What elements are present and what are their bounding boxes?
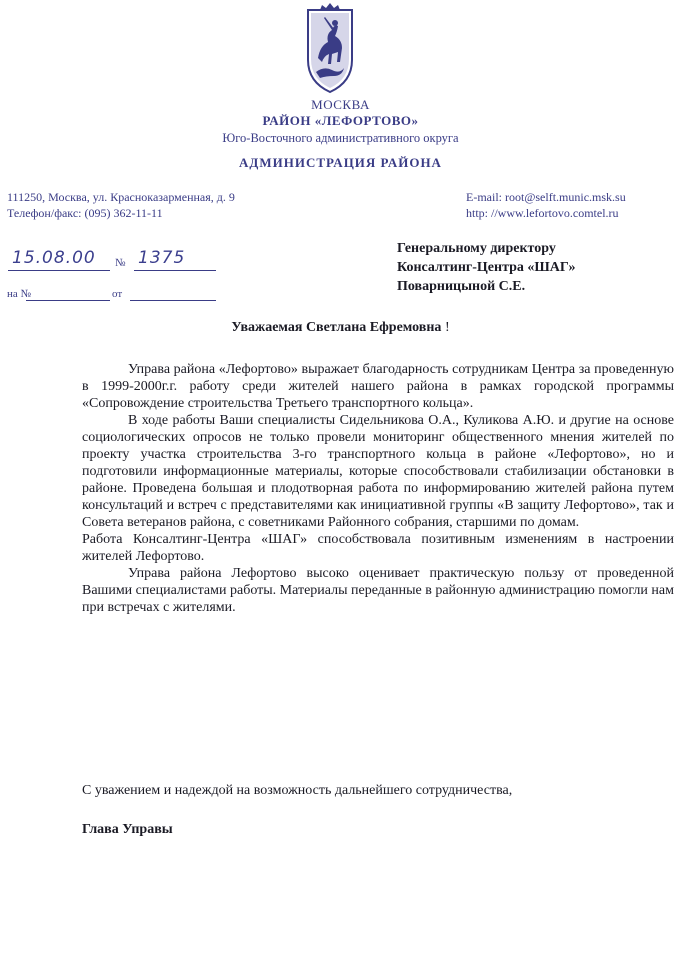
reference-label: на № xyxy=(7,288,32,300)
contacts-left xyxy=(7,189,235,221)
reference-line xyxy=(26,300,110,301)
addressee-line-3: Поварницыной С.Е. xyxy=(397,279,526,294)
contacts-right xyxy=(466,189,626,221)
paragraph-2: В ходе работы Ваши специалисты Сидельникова О.А., Куликова А.Ю. и другие на основе социологических опросов не только провели мониторинг общественного мнения жителей по проекту участка строительства 3-го транспортного кольца в районе «Лефортово», но и подготовили информационные материалы, которые способствовали стабилизации обстановки в районе. Проведена большая и плодотворная работа по информированию жителей района путем консультаций и встреч с представителями как инициативной группы «В защиту Лефортово», так и Совета ветеранов района, с советниками Районного собрания, старшими по домам. xyxy=(82,413,674,530)
address: 111250, Москва, ул. Красноказарменная, д. 9 xyxy=(7,190,235,204)
salutation xyxy=(0,320,681,336)
addressee-line-2: Консалтинг-Центра «ШАГ» xyxy=(397,260,576,275)
addressee-line-1: Генеральному директору xyxy=(397,241,556,256)
letterhead-city: МОСКВА xyxy=(311,97,370,112)
email: E-mail: root@selft.munic.msk.su xyxy=(466,190,626,204)
paragraph-1: Управа района «Лефортово» выражает благодарность сотрудникам Центра за проведенную в 1999-2000г.г. работу среди жителей нашего района в рамках городской программы «Сопровождение строительства Третьего транспортного кольца». xyxy=(82,362,674,411)
phone: Телефон/факс: (095) 362-11-11 xyxy=(7,206,163,220)
salutation-name: Уважаемая Светлана Ефремовна xyxy=(231,320,442,335)
letterhead-okrug: Юго-Восточного административного округа xyxy=(222,131,459,145)
registration-date-field xyxy=(8,250,110,271)
website: http: //www.lefortovo.comtel.ru xyxy=(466,206,619,220)
closing: С уважением и надеждой на возможность дальнейшего сотрудничества, xyxy=(82,783,513,798)
salutation-end: ! xyxy=(441,320,450,335)
letterhead-admin: АДМИНИСТРАЦИЯ РАЙОНА xyxy=(239,155,442,170)
registration-number-label: № xyxy=(115,257,126,269)
paragraph-4: Управа района Лефортово высоко оценивает практическую пользу от проведенной Вашими специалистами работы. Материалы переданные в районную администрацию помогли нам при встречах с жителями. xyxy=(82,566,674,615)
signature-title: Глава Управы xyxy=(82,822,173,837)
paragraph-3: Работа Консалтинг-Центра «ШАГ» способствовала позитивным изменениям в настроении жителей Лефортово. xyxy=(82,532,674,564)
letterhead-district: РАЙОН «ЛЕФОРТОВО» xyxy=(262,113,419,128)
letter-body xyxy=(82,361,674,616)
registration-date: 15.08.00 xyxy=(12,248,96,268)
moscow-coat-of-arms-icon xyxy=(304,2,356,94)
from-line xyxy=(130,300,216,301)
registration-number: 1375 xyxy=(138,248,186,268)
registration-number-field xyxy=(134,250,216,271)
from-label: от xyxy=(112,288,123,300)
addressee xyxy=(397,239,575,296)
